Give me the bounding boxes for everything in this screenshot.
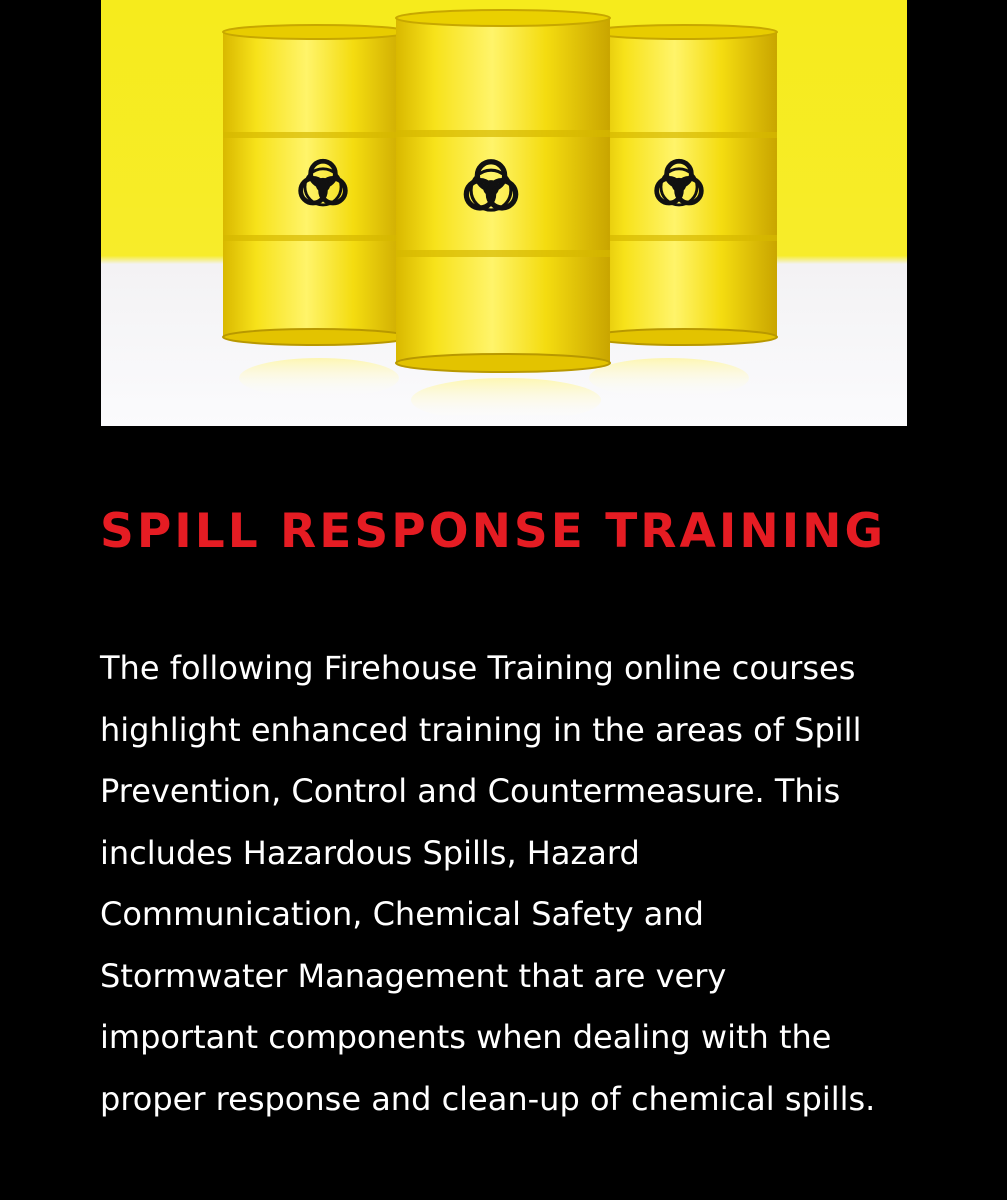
page-title: SPILL RESPONSE TRAINING — [100, 504, 887, 559]
barrel-center — [396, 10, 610, 422]
section-description: The following Firehouse Training online courses highlight enhanced training in the areas of Spill Prevention, Control and Countermeasure. This includes Hazardous Spills, Hazard Communication, Chemical Safety and Stormwater Management that are very important components when dealing with the proper response and clean-up of chemical spills. — [100, 649, 876, 1118]
barrel-left — [223, 25, 409, 398]
barrel-right — [589, 25, 777, 398]
hero-image — [101, 0, 907, 426]
